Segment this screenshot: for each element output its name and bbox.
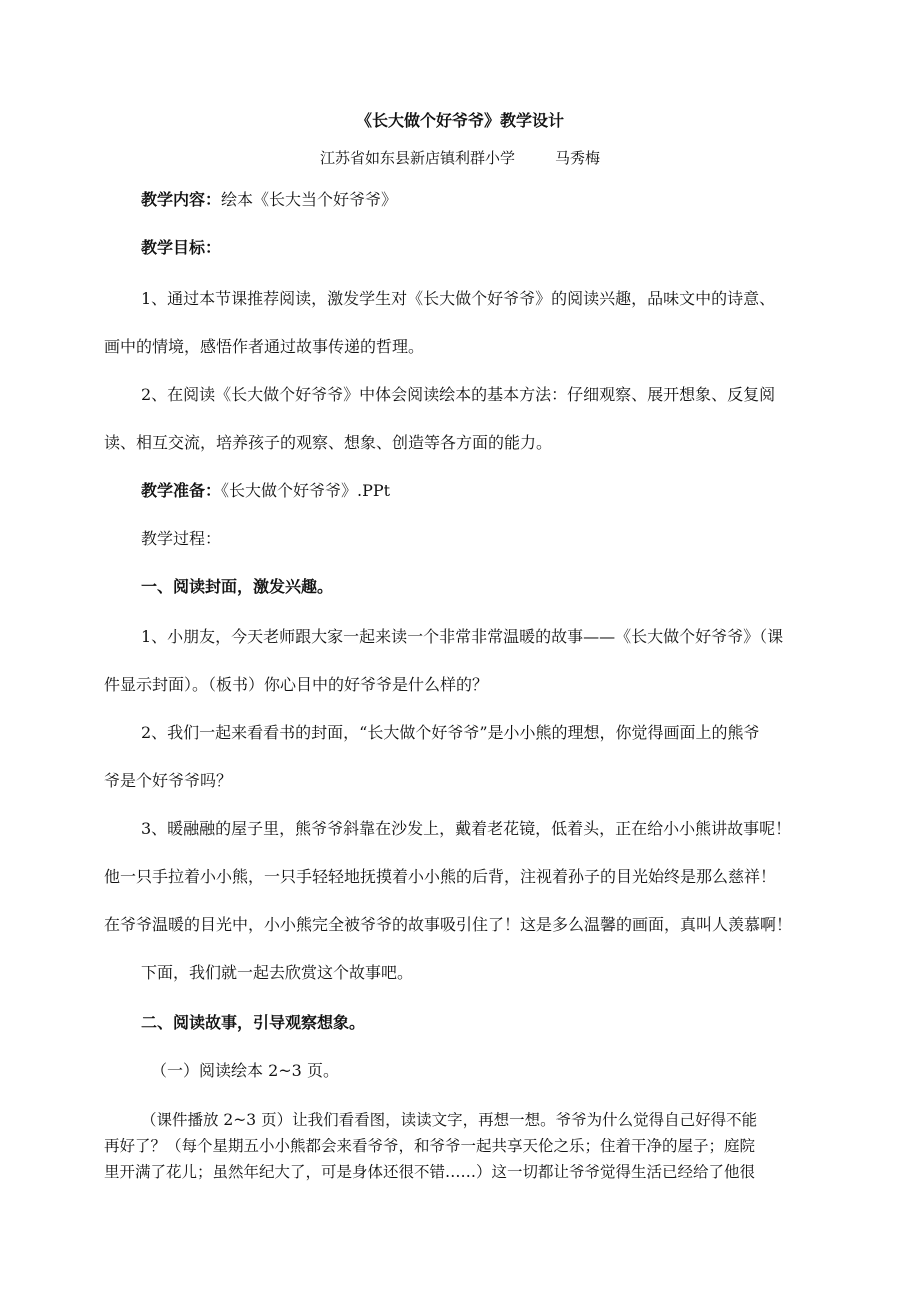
- teaching-prep: [141, 481, 390, 501]
- school-name: 江苏省如东县新店镇利群小学: [319, 149, 515, 167]
- document-title: 《长大做个好爷爷》教学设计: [355, 111, 564, 130]
- goal-2-line-1: 2、在阅读《长大做个好爷爷》中体会阅读绘本的基本方法：仔细观察、展开想象、反复阅: [141, 385, 776, 404]
- s2-para-1-line-1: （课件播放 2~3 页）让我们看看图，读读文字，再想一想。爷爷为什么觉得自己好得不能: [141, 1111, 758, 1129]
- s1-para-2-line-1: 2、我们一起来看看书的封面，“长大做个好爷爷”是小小熊的理想，你觉得画面上的熊爷: [141, 723, 760, 742]
- goal-2-line-2: 读、相互交流，培养孩子的观察、想象、创造等各方面的能力。: [104, 433, 553, 452]
- s1-para-2-line-2: 爷是个好爷爷吗？: [104, 771, 233, 790]
- process-label: 教学过程：: [141, 529, 222, 548]
- s2-para-1-line-2: 再好了？（每个星期五小小熊都会来看爷爷，和爷爷一起共享天伦之乐；住着干净的屋子；庭院: [104, 1137, 756, 1155]
- s1-para-4: 下面，我们就一起去欣赏这个故事吧。: [141, 963, 414, 982]
- s1-para-1-line-1: 1、小朋友，今天老师跟大家一起来读一个非常非常温暖的故事——《长大做个好爷爷》（课: [141, 627, 784, 646]
- goal-1-line-1: 1、通过本节课推荐阅读，激发学生对《长大做个好爷爷》的阅读兴趣，品味文中的诗意、: [141, 289, 776, 308]
- prep-value: 《长大做个好爷爷》.PPt: [221, 481, 391, 500]
- subsection-1-heading: （一）阅读绘本 2~3 页。: [151, 1061, 339, 1080]
- goals-label: 教学目标：: [141, 238, 222, 257]
- content-value: 绘本《长大当个好爷爷》: [221, 190, 398, 209]
- prep-label: 教学准备：: [141, 481, 222, 500]
- s2-para-1-line-3: 里开满了花儿；虽然年纪大了，可是身体还很不错……）这一切都让爷爷觉得生活已经给了他很: [104, 1163, 756, 1181]
- s1-para-1-line-2: 件显示封面）。（板书）你心目中的好爷爷是什么样的？: [104, 675, 489, 694]
- author-name: 马秀梅: [555, 149, 601, 167]
- section-1-heading: 一、阅读封面，激发兴趣。: [141, 577, 334, 596]
- teaching-content: [141, 190, 397, 210]
- goal-1-line-2: 画中的情境，感悟作者通过故事传递的哲理。: [104, 337, 425, 356]
- content-label: 教学内容：: [141, 190, 222, 209]
- author-line: [0, 148, 920, 168]
- s1-para-3-line-3: 在爷爷温暖的目光中，小小熊完全被爷爷的故事吸引住了！这是多么温馨的画面，真叫人羡慕啊！: [104, 915, 793, 934]
- s1-para-3-line-1: 3、暖融融的屋子里，熊爷爷斜靠在沙发上，戴着老花镜，低着头，正在给小小熊讲故事呢！: [141, 819, 792, 838]
- s1-para-3-line-2: 他一只手拉着小小熊，一只手轻轻地抚摸着小小熊的后背，注视着孙子的目光始终是那么慈祥！: [104, 867, 777, 886]
- section-2-heading: 二、阅读故事，引导观察想象。: [141, 1013, 366, 1032]
